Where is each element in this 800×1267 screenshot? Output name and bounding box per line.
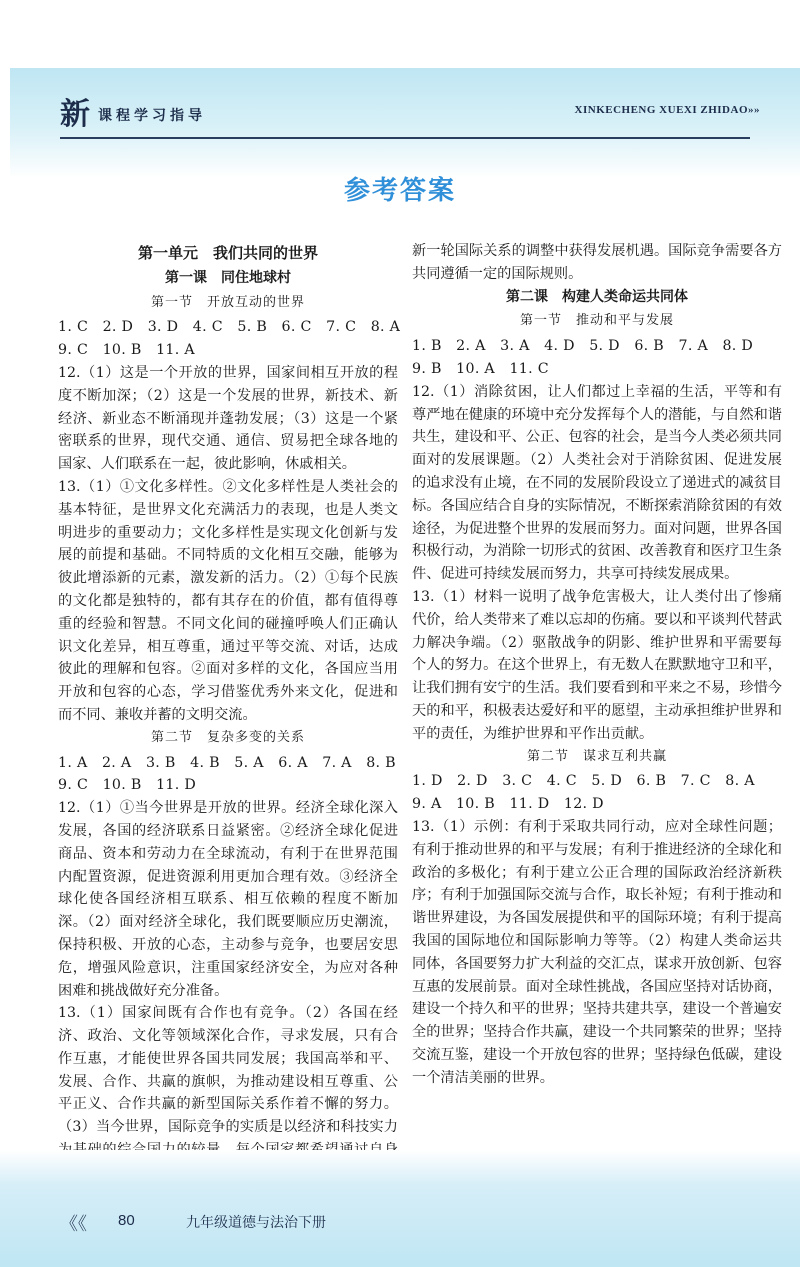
series-pinyin: XINKECHENG XUEXI ZHIDAO»» xyxy=(574,104,760,116)
answer-paragraph: 12.（1）消除贫困，让人们都过上幸福的生活，平等和有尊严地在健康的环境中充分发挥每个人的潜能，与自然和谐共生，建设和平、公正、包容的社会，是当今人类必须共同面对的发展课题。（2）人类社会对于消除贫困、促进发展的追求没有止境，在不同的发展阶段设立了递进式的减贫目标。各国应结合自身的实际情况，不断探索消除贫困的有效途径，为促进整个世界的发展而努力。面对问题，世界各国积极行动，为消除一切形式的贫困、改善教育和医疗卫生条件、促进可持续发展而努力，共享可持续发展成果。 xyxy=(412,383,782,583)
book-title: 九年级道德与法治下册 xyxy=(186,1215,326,1231)
answer-paragraph: 12.（1）这是一个开放的世界，国家间相互开放的程度不断加深；（2）这是一个发展的世界，新技术、新经济、新业态不断涌现并蓬勃发展；（3）这是一个紧密联系的世界，现代交通、通信、贸易把全球各地的国家、人们联系在一起，彼此影响，休戚相关。 xyxy=(58,364,398,473)
answer-line: 9. C 10. B 11. A xyxy=(58,342,195,359)
answer-paragraph: 新一轮国际关系的调整中获得发展机遇。国际竞争需要各方共同遵循一定的国际规则。 xyxy=(412,243,782,282)
answer-line: 9. C 10. B 11. D xyxy=(58,777,197,794)
left-column xyxy=(58,240,401,1185)
answer-line: 1. A 2. A 3. B 4. B 5. A 6. A 7. A 8. B xyxy=(58,754,396,771)
lesson-title: 第一课 同住地球村 xyxy=(165,269,291,286)
answer-paragraph: 13.（1）材料一说明了战争危害极大，让人类付出了惨痛代价，给人类带来了难以忘却的伤痛。要以和平谈判代替武力解决争端。（2）驱散战争的阴影、维护世界和平需要每个人的努力。在这个世界上，有无数人在默默地守卫和平，让我们拥有安宁的生活。我们要看到和平来之不易，珍惜今天的和平，积极表达爱好和平的愿望，主动承担维护世界和平的责任，为维护世界和平作出贡献。 xyxy=(412,588,782,742)
brand-title: 课程学习指导 xyxy=(98,108,206,124)
right-column xyxy=(412,240,782,1089)
answer-line: 9. B 10. A 11. C xyxy=(412,360,549,377)
answer-line: 1. B 2. A 3. A 4. D 5. D 6. B 7. A 8. D xyxy=(412,338,754,355)
section-title: 第二节 谋求互利共赢 xyxy=(526,748,667,764)
unit-title: 第一单元 我们共同的世界 xyxy=(137,244,318,262)
brand-logo: 新 xyxy=(60,97,90,132)
section-title: 第二节 复杂多变的关系 xyxy=(150,729,305,745)
page-title: 参考答案 xyxy=(343,176,456,206)
section-title: 第一节 开放互动的世界 xyxy=(150,294,305,310)
answer-line: 9. A 10. B 11. D 12. D xyxy=(412,796,604,813)
page-number: 80 xyxy=(118,1212,135,1229)
answer-paragraph: 12.（1）①当今世界是开放的世界。经济全球化深入发展，各国的经济联系日益紧密。②经济全球化促进商品、资本和劳动力在全球流动，有利于在世界范围内配置资源，促进资源利用更加合理有效。③经济全球化使各国经济相互联系、相互依赖的程度不断加深。（2）面对经济全球化，我们既要顺应历史潮流，保持积极、开放的心态，主动参与竞争，也要居安思危，增强风险意识，注重国家经济安全，为应对各种困难和挑战做好充分准备。 xyxy=(58,800,398,999)
footer-arrows-icon: 《《 xyxy=(60,1214,87,1235)
header-rule xyxy=(60,137,750,139)
lesson-title: 第二课 构建人类命运共同体 xyxy=(506,288,688,305)
answer-line: 1. C 2. D 3. D 4. C 5. B 6. C 7. C 8. A xyxy=(58,319,401,336)
section-title: 第一节 推动和平与发展 xyxy=(519,313,674,329)
answer-paragraph: 13.（1）国家间既有合作也有竞争。（2）各国在经济、政治、文化等领域深化合作，寻求发展，只有合作互惠，才能使世界各国共同发展；我国高举和平、发展、合作、共赢的旗帜，为推动建设相互尊重、公平正义、合作共赢的新型国际关系作着不懈的努力。（3）当今世界，国际竞争的实质是以经济和科技实力 xyxy=(58,1005,398,1136)
answer-paragraph: 13.（1）示例：有利于采取共同行动，应对全球性问题；有利于推动世界的和平与发展；有利于推进经济的全球化和政治的多极化；有利于建立公正合理的国际政治经济新秩序；有利于加强国际交流与合作，取长补短；有利于推动和谐世界建设，为各国发展提供和平的国际环境；有利于提高我国的国际地位和国际影响力等等。（2）构建人类命运共同体，各国要努力扩大利益的交汇点，谋求开放创新、包容互惠的发展前景。面对全球性挑战，各国应坚持对话协商，建设一个持久和平的世界；坚持共建共享，建设一个普遍安全的世界；坚持合作共赢，建设一个共同繁荣的世界；坚持交流互鉴，建设一个开放包容的世界；坚持绿色低碳，建设一个清洁美丽的世界。 xyxy=(412,818,782,1086)
footer-band xyxy=(0,1150,800,1267)
answer-line: 1. D 2. D 3. C 4. C 5. D 6. B 7. C 8. A xyxy=(412,773,755,790)
answer-paragraph: 13.（1）①文化多样性。②文化多样性是人类社会的基本特征，是世界文化充满活力的表现，也是人类文明进步的重要动力；文化多样性是实现文化创新与发展的前提和基础。不同特质的文化相互交融，能够为彼此增添新的元素，激发新的活力。（2）①每个民族的文化都是独特的，都有其存在的价值，都有值得尊重的经验和智慧。不同文化间的碰撞呼唤人们正确认识文化差异，相互尊重，通过平等交流、对话，达成彼此的理解和包容。②面对多样的文化，各国应当用开放和包容的心态，学习借鉴优秀外来文化，促进和而不同、兼收并蓄的文明交流。 xyxy=(58,478,398,723)
brand xyxy=(60,97,206,132)
